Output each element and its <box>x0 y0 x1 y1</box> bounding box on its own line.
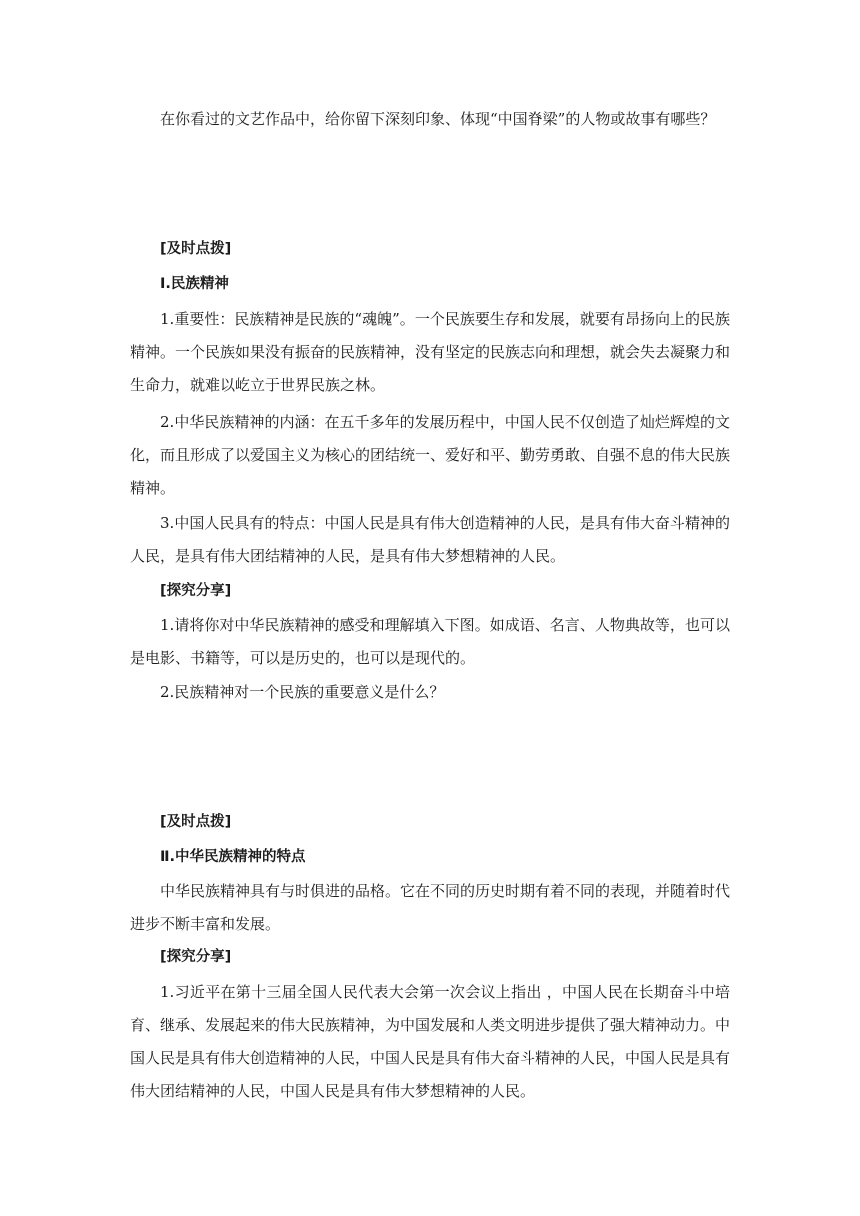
explore-item-1-2: 2.民族精神对一个民族的重要意义是什么？ <box>160 683 445 701</box>
paragraph-importance: 1.重要性：民族精神是民族的“魂魄”。一个民族要生存和发展，就要有昂扬向上的民族精神。一个民族如果没有振奋的民族精神，没有坚定的民族志向和理想，就会失去凝聚力和生命力，就难以屹立于世界民族之林。 <box>130 310 731 394</box>
question-text: 在你看过的文艺作品中，给你留下深刻印象、体现“中国脊梁”的人物或故事有哪些？ <box>160 110 716 128</box>
paragraph-connotation: 2.中华民族精神的内涵：在五千多年的发展历程中，中国人民不仅创造了灿烂辉煌的文化，而且形成了以爱国主义为核心的团结统一、爱好和平、勤劳勇敢、自强不息的伟大民族精神。 <box>130 413 731 497</box>
section-title-1: Ⅰ.民族精神 <box>160 276 229 292</box>
paragraph-feature: 中华民族精神具有与时俱进的品格。它在不同的历史时期有着不同的表现，并随着时代进步不断丰富和发展。 <box>130 882 731 933</box>
tip-heading-2: [及时点拨] <box>160 814 232 830</box>
section-title-2: Ⅱ.中华民族精神的特点 <box>160 849 306 865</box>
explore-item-2-1: 1.习近平在第十三届全国人民代表大会第一次会议上指出 ，中国人民在长期奋斗中培育、继承、发展起来的伟大民族精神，为中国发展和人类文明进步提供了强大精神动力。中国人民是具有伟大创造精神的人民，中国人民是具有伟大奋斗精神的人民，中国人民是具有伟大团结精神的人民，中国人民是具有伟大梦想精神的人民。 <box>130 983 731 1100</box>
explore-heading-2: [探究分享] <box>160 949 232 965</box>
paragraph-characteristics: 3.中国人民具有的特点：中国人民是具有伟大创造精神的人民，是具有伟大奋斗精神的人民，是具有伟大团结精神的人民，是具有伟大梦想精神的人民。 <box>130 514 730 565</box>
explore-heading-1: [探究分享] <box>160 583 232 599</box>
explore-item-1-1: 1.请将你对中华民族精神的感受和理解填入下图。如成语、名言、人物典故等，也可以是电影、书籍等，可以是历史的，也可以是现代的。 <box>130 616 730 667</box>
tip-heading-1: [及时点拨] <box>160 241 232 257</box>
